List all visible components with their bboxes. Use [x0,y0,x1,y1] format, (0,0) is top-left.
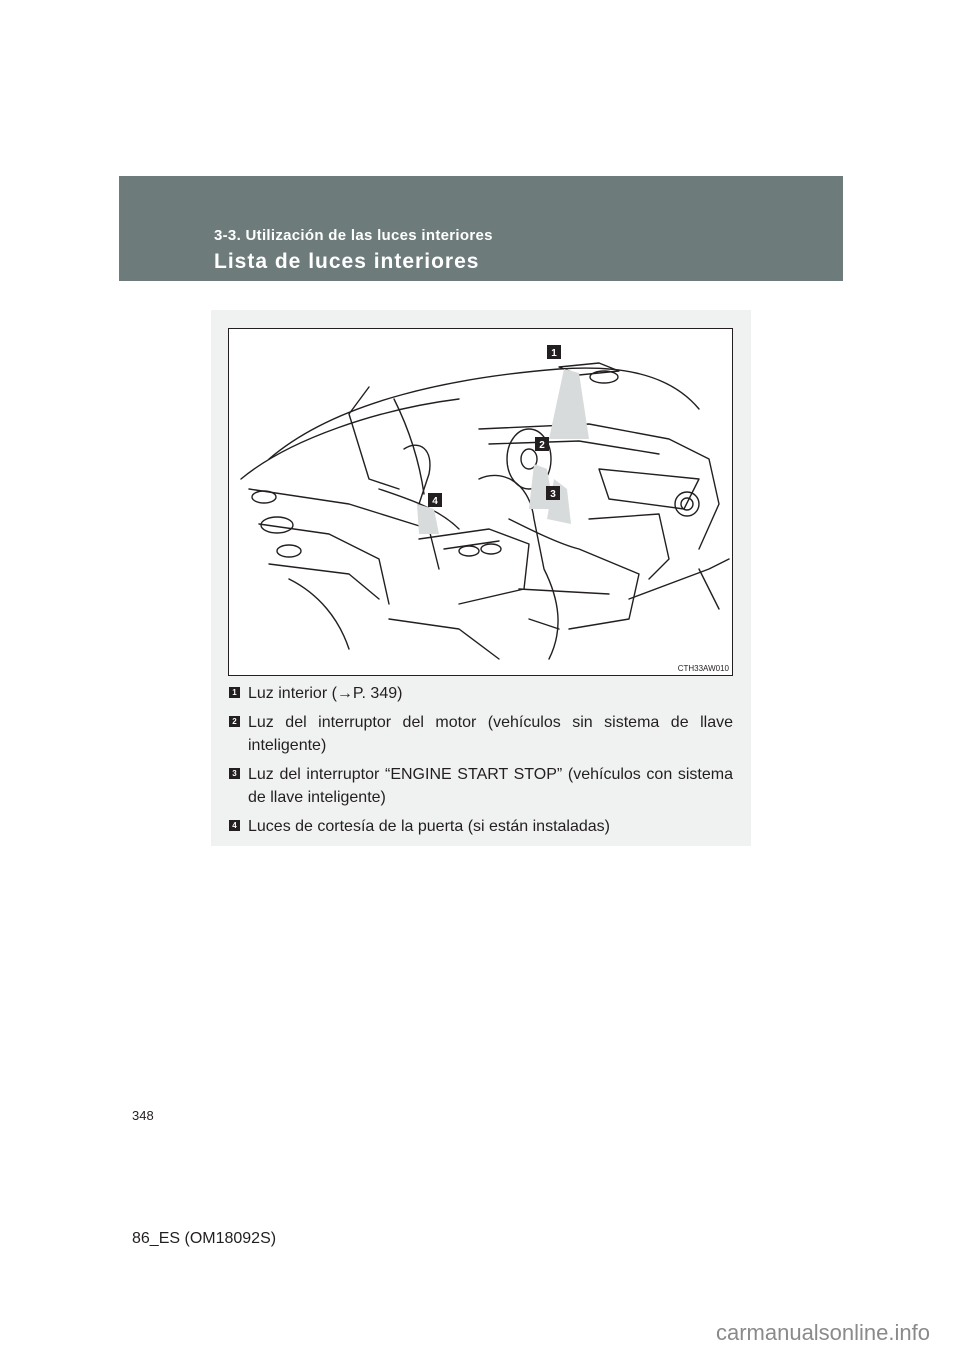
callout-4 [428,493,442,507]
document-code: 86_ES (OM18092S) [132,1230,277,1247]
list-item [229,763,733,809]
light-list [229,682,733,844]
item-number-badge: 3 [229,768,240,779]
item-number-badge: 2 [229,716,240,727]
callout-2-label: 2 [539,440,545,451]
callout-3-label: 3 [550,489,556,500]
callout-3 [546,486,560,500]
item-text: Luz del interruptor del motor (vehículos sin sistema de llave inteligente) [248,714,733,754]
list-item [229,682,733,705]
callout-1-label: 1 [551,348,557,359]
item-number-badge: 4 [229,820,240,831]
list-item [229,711,733,757]
item-text: Luces de cortesía de la puerta (si están instaladas) [248,818,610,835]
content-panel [211,310,751,846]
page-title: Lista de luces interiores [214,250,480,273]
list-item [229,815,733,838]
callout-4-label: 4 [432,496,438,507]
section-label: 3-3. Utilización de las luces interiores [214,227,493,244]
header-band [119,176,843,281]
watermark: carmanualsonline.info [715,1320,930,1345]
callout-1 [547,345,561,359]
car-interior-drawing [229,329,732,675]
callout-2 [535,437,549,451]
car-interior-illustration [228,328,733,676]
figure-code: CTH33AW010 [677,664,729,673]
item-number-badge: 1 [229,687,240,698]
item-text: Luz del interruptor “ENGINE START STOP” (vehículos con sistema de llave inteligente) [248,766,733,806]
page-number: 348 [132,1108,154,1123]
item-text: Luz interior (→P. 349) [248,685,403,702]
